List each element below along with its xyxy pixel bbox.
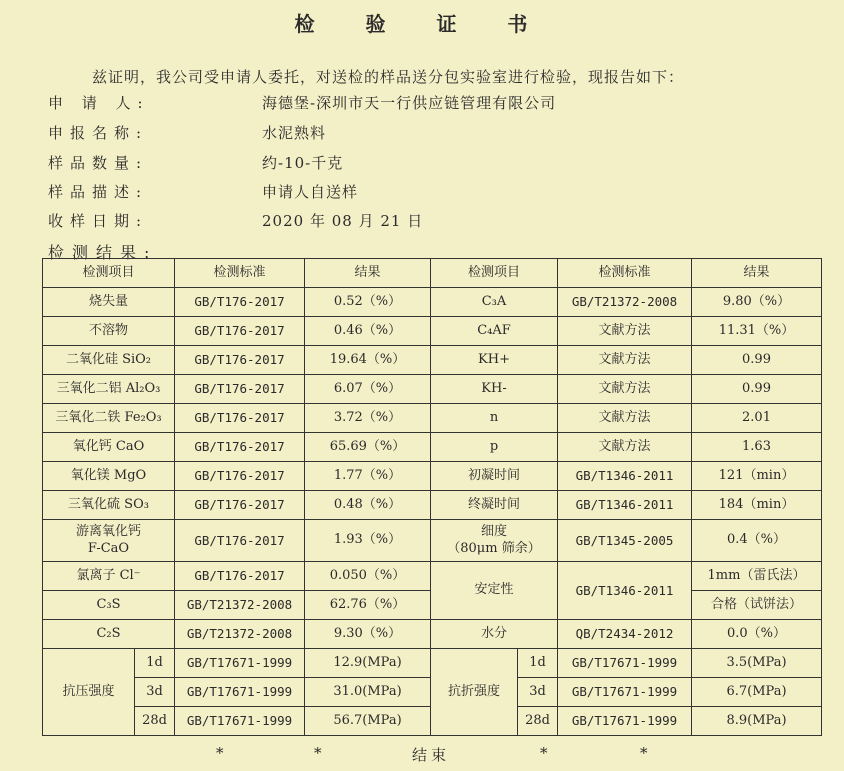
test-item [431,520,558,562]
info-label: 申报名称: [48,124,149,142]
test-result: 6.7(MPa) [692,678,822,707]
test-age: 1d [518,649,558,678]
end-marker: 结束 [412,746,451,764]
test-item: p [431,433,558,462]
test-result: 合格（试饼法） [692,591,822,620]
test-standard: GB/T176-2017 [175,288,305,317]
test-standard: GB/T176-2017 [175,520,305,562]
test-result: 31.0(MPa) [305,678,431,707]
info-value: 2020 年 08 月 21 日 [262,212,424,230]
test-result: 1.63 [692,433,822,462]
test-result: 0.99 [692,346,822,375]
intro-statement: 兹证明，我公司受申请人委托，对送检的样品送分包实验室进行检验，现报告如下： [92,68,685,86]
test-item: 终凝时间 [431,491,558,520]
test-item: C₃A [431,288,558,317]
info-value: 水泥熟料 [262,124,327,142]
test-item: 氯离子 Cl⁻ [43,562,175,591]
test-result: 9.80（%） [692,288,822,317]
test-result: 11.31（%） [692,317,822,346]
test-standard: GB/T176-2017 [175,462,305,491]
header-result: 结果 [305,259,431,288]
test-item: C₂S [43,620,175,649]
table-row [43,562,822,591]
test-standard: 文献方法 [558,404,692,433]
test-standard: GB/T176-2017 [175,404,305,433]
test-result: 62.76（%） [305,591,431,620]
test-standard: GB/T176-2017 [175,433,305,462]
table-row [43,620,822,649]
test-standard: GB/T17671-1999 [175,678,305,707]
test-item: 初凝时间 [431,462,558,491]
test-standard: 文献方法 [558,375,692,404]
table-row [43,288,822,317]
test-standard: GB/T17671-1999 [175,707,305,736]
test-standard: GB/T17671-1999 [558,707,692,736]
test-item-line: F-CaO [87,540,130,556]
header-standard: 检测标准 [175,259,305,288]
info-label: 收样日期: [48,212,149,230]
test-item: 三氧化二铝 Al₂O₃ [43,375,175,404]
table-row [43,491,822,520]
test-item: 氧化镁 MgO [43,462,175,491]
test-item: 氧化钙 CaO [43,433,175,462]
test-result: 3.5(MPa) [692,649,822,678]
table-row [43,649,822,678]
test-standard: GB/T21372-2008 [175,591,305,620]
results-label: 检测结果: [48,243,158,262]
test-item: 三氧化硫 SO₃ [43,491,175,520]
info-label: 样品数量: [48,154,149,172]
test-result: 8.9(MPa) [692,707,822,736]
info-value: 约-10-千克 [262,154,344,172]
test-item: KH+ [431,346,558,375]
test-item: 不溶物 [43,317,175,346]
test-standard: GB/T17671-1999 [175,649,305,678]
table-row [43,404,822,433]
footer-asterisk: * [640,744,648,762]
test-result: 0.050（%） [305,562,431,591]
test-item: 烧失量 [43,288,175,317]
test-result: 1.93（%） [305,520,431,562]
test-item: 水分 [431,620,558,649]
test-age: 28d [135,707,175,736]
test-result: 3.72（%） [305,404,431,433]
test-result: 9.30（%） [305,620,431,649]
table-row [43,346,822,375]
test-result: 6.07（%） [305,375,431,404]
test-standard: GB/T1346-2011 [558,462,692,491]
test-result: 0.99 [692,375,822,404]
table-row [43,462,822,491]
test-standard: GB/T17671-1999 [558,649,692,678]
test-standard: GB/T176-2017 [175,375,305,404]
footer-asterisk: * [314,744,322,762]
test-result: 184（min） [692,491,822,520]
test-item: 安定性 [431,562,558,620]
test-item: 三氧化二铁 Fe₂O₃ [43,404,175,433]
test-result: 0.4（%） [692,520,822,562]
test-item-line: 游离氧化钙 [75,524,141,540]
test-standard: GB/T21372-2008 [558,288,692,317]
test-age: 1d [135,649,175,678]
table-row [43,317,822,346]
test-standard: QB/T2434-2012 [558,620,692,649]
test-result: 1.77（%） [305,462,431,491]
footer-asterisk: * [540,744,548,762]
test-item: n [431,404,558,433]
test-standard: 文献方法 [558,317,692,346]
test-standard: GB/T1346-2011 [558,562,692,620]
test-result: 0.46（%） [305,317,431,346]
test-standard: GB/T176-2017 [175,317,305,346]
info-label: 申 请 人: [48,94,150,112]
test-result: 56.7(MPa) [305,707,431,736]
test-standard: GB/T1346-2011 [558,491,692,520]
header-result: 结果 [692,259,822,288]
footer-asterisk: * [216,744,224,762]
results-table [42,258,822,736]
table-row [43,520,822,562]
test-standard: 文献方法 [558,346,692,375]
test-result: 65.69（%） [305,433,431,462]
test-result: 0.48（%） [305,491,431,520]
table-row [43,375,822,404]
test-result: 2.01 [692,404,822,433]
test-item-line: （80μm 筛余） [447,540,541,556]
test-result: 19.64（%） [305,346,431,375]
test-item [43,520,175,562]
test-item: KH- [431,375,558,404]
test-standard: GB/T176-2017 [175,562,305,591]
table-row [43,433,822,462]
test-standard: GB/T176-2017 [175,491,305,520]
test-item: 二氧化硅 SiO₂ [43,346,175,375]
test-result: 1mm（雷氏法） [692,562,822,591]
header-item: 检测项目 [43,259,175,288]
test-age: 3d [518,678,558,707]
test-item: C₄AF [431,317,558,346]
info-value: 申请人自送样 [262,183,359,201]
test-result: 12.9(MPa) [305,649,431,678]
test-age: 28d [518,707,558,736]
test-standard: GB/T21372-2008 [175,620,305,649]
header-standard: 检测标准 [558,259,692,288]
header-item: 检测项目 [431,259,558,288]
test-result: 0.0（%） [692,620,822,649]
test-item: C₃S [43,591,175,620]
certificate-title: 检 验 证 书 [294,12,550,36]
table-header-row [43,259,822,288]
test-standard: GB/T17671-1999 [558,678,692,707]
test-result: 121（min） [692,462,822,491]
flexural-strength-label: 抗折强度 [431,649,518,736]
test-standard: GB/T176-2017 [175,346,305,375]
test-standard: GB/T1345-2005 [558,520,692,562]
test-item-line: 细度 [480,524,507,540]
test-result: 0.52（%） [305,288,431,317]
test-age: 3d [135,678,175,707]
test-standard: 文献方法 [558,433,692,462]
footer [0,744,844,768]
compressive-strength-label: 抗压强度 [43,649,135,736]
info-value: 海德堡-深圳市天一行供应链管理有限公司 [262,94,557,112]
info-label: 样品描述: [48,183,149,201]
